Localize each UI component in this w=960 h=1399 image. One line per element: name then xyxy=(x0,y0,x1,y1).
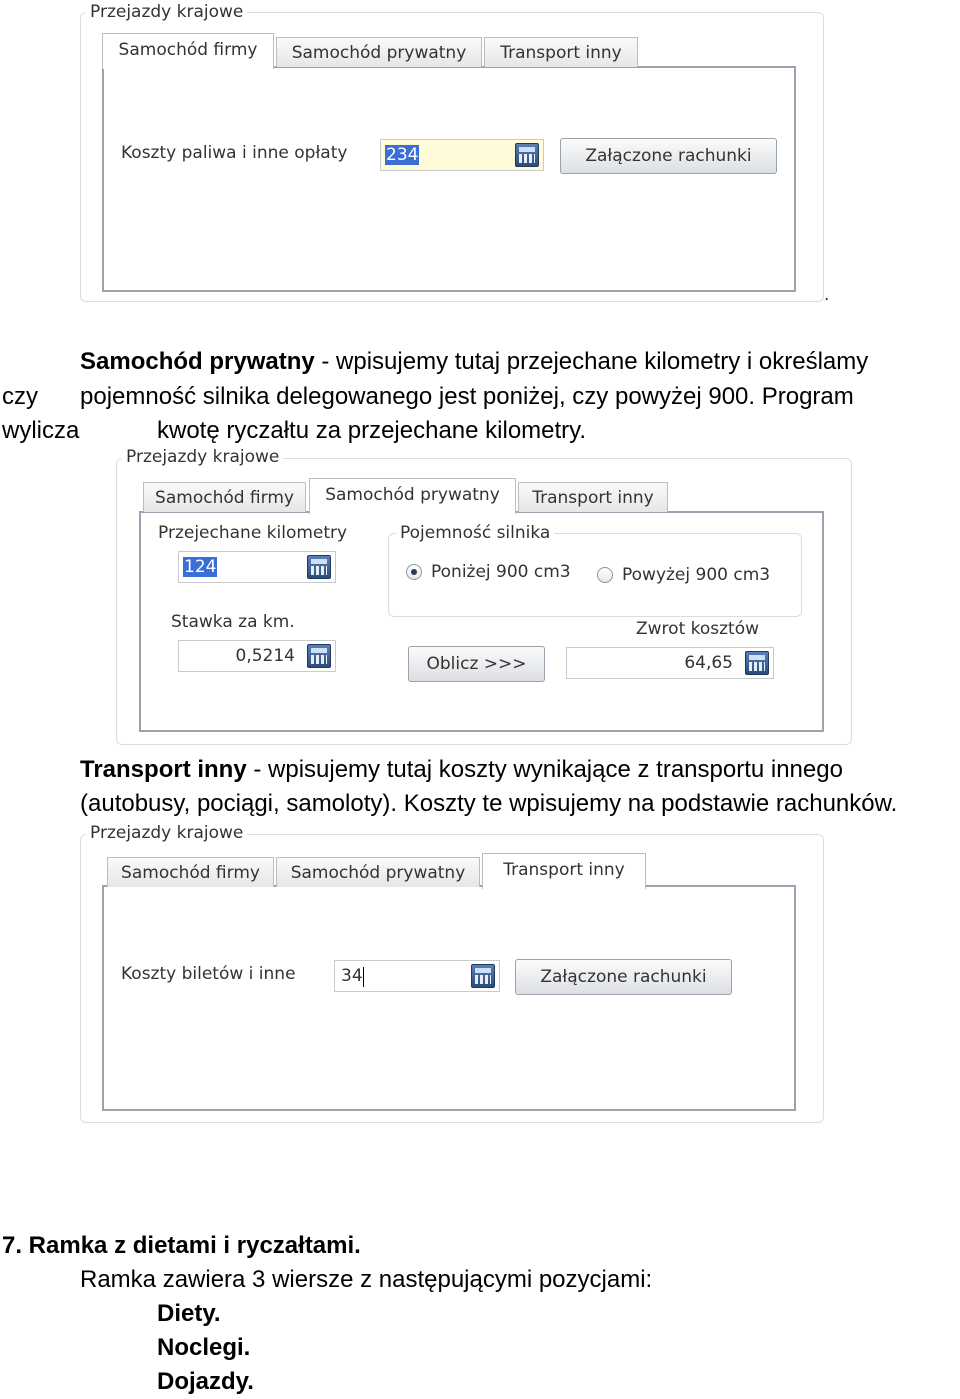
tab-other-transport[interactable]: Transport inny xyxy=(482,853,646,889)
distance-label: Przejechane kilometry xyxy=(158,523,348,543)
list-item-commuting: Dojazdy. xyxy=(157,1368,254,1395)
section-7-heading: 7. Ramka z dietami i ryczałtami. xyxy=(2,1232,361,1259)
text: - wpisujemy tutaj koszty wynikające z transportu innego xyxy=(246,756,843,783)
tab-other-transport[interactable]: Transport inny xyxy=(518,482,668,512)
distance-value: 124 xyxy=(184,557,217,577)
ticket-costs-label: Koszty biletów i inne xyxy=(121,964,296,984)
refund-label: Zwrot kosztów xyxy=(636,619,760,639)
tab-company-car[interactable]: Samochód firmy xyxy=(143,482,306,512)
tab-company-car[interactable]: Samochód firmy xyxy=(102,33,274,69)
engine-capacity-legend: Pojemność silnika xyxy=(396,523,554,543)
list-item-diets: Diety. xyxy=(157,1300,221,1327)
refund-input[interactable] xyxy=(566,647,774,679)
calculate-button[interactable]: Oblicz >>> xyxy=(408,646,545,682)
calculator-icon[interactable] xyxy=(307,644,331,668)
attached-receipts-button[interactable]: Załączone rachunki xyxy=(515,959,732,995)
calculator-icon[interactable] xyxy=(471,964,495,988)
attached-receipts-button[interactable]: Załączone rachunki xyxy=(560,138,777,174)
tab-private-car[interactable]: Samochód prywatny xyxy=(276,857,480,887)
text: - wpisujemy tutaj przejechane kilometry i określamy xyxy=(314,348,869,375)
paragraph-private-car-line2: pojemność silnika delegowanego jest poniżej, czy powyżej 900. Program xyxy=(80,383,854,410)
ticket-costs-input[interactable] xyxy=(334,960,500,992)
term-other-transport: Transport inny xyxy=(80,756,247,783)
tab-panel xyxy=(102,885,796,1111)
paragraph-other-transport-line1 xyxy=(80,753,843,787)
paragraph-private-car-line3-lead: wylicza xyxy=(2,417,80,444)
tab-panel xyxy=(102,66,796,292)
radio-above-900-label[interactable]: Powyżej 900 cm3 xyxy=(622,565,771,585)
rate-per-km-input[interactable] xyxy=(178,640,336,672)
paragraph-private-car-line2-lead: czy xyxy=(2,383,38,410)
trailing-dot: . xyxy=(824,285,830,305)
fuel-costs-input[interactable] xyxy=(380,139,544,171)
tab-private-car[interactable]: Samochód prywatny xyxy=(309,478,516,514)
section-7-intro: Ramka zawiera 3 wiersze z następującymi pozycjami: xyxy=(80,1266,653,1293)
radio-below-900-label[interactable]: Poniżej 900 cm3 xyxy=(431,562,571,582)
distance-input[interactable] xyxy=(178,551,336,583)
term-private-car: Samochód prywatny xyxy=(80,348,315,375)
fieldset-legend: Przejazdy krajowe xyxy=(86,823,247,843)
tab-other-transport[interactable]: Transport inny xyxy=(484,37,638,67)
calculator-icon[interactable] xyxy=(307,555,331,579)
list-item-accommodation: Noclegi. xyxy=(157,1334,251,1361)
fuel-costs-label: Koszty paliwa i inne opłaty xyxy=(121,143,348,163)
rate-per-km-value: 0,5214 xyxy=(235,646,295,666)
calculator-icon[interactable] xyxy=(515,143,539,167)
tab-company-car[interactable]: Samochód firmy xyxy=(107,857,274,887)
rate-per-km-label: Stawka za km. xyxy=(171,612,295,632)
paragraph-other-transport-line2: (autobusy, pociągi, samoloty). Koszty te wpisujemy na podstawie rachunków. xyxy=(80,790,898,817)
radio-above-900[interactable] xyxy=(597,567,613,583)
ticket-costs-value: 34 xyxy=(341,966,363,986)
fieldset-legend: Przejazdy krajowe xyxy=(86,2,247,22)
fieldset-legend: Przejazdy krajowe xyxy=(122,447,283,467)
text-caret xyxy=(363,967,364,987)
tab-private-car[interactable]: Samochód prywatny xyxy=(276,37,482,67)
paragraph-private-car-line3: kwotę ryczałtu za przejechane kilometry. xyxy=(157,417,587,444)
paragraph-private-car-line1 xyxy=(80,345,868,379)
refund-value: 64,65 xyxy=(684,653,733,673)
radio-below-900[interactable] xyxy=(406,564,422,580)
calculator-icon[interactable] xyxy=(745,651,769,675)
fuel-costs-value: 234 xyxy=(386,145,419,165)
